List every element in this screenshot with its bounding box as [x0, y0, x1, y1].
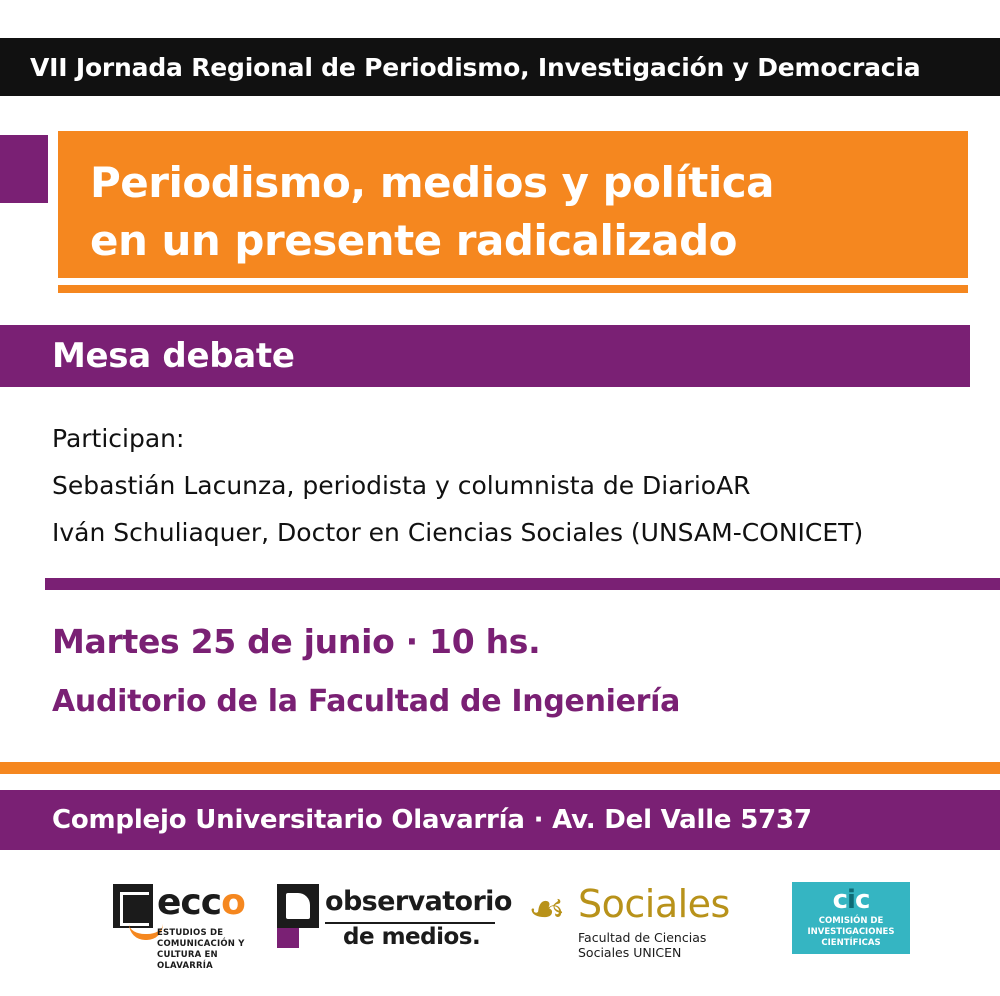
sociales-tagline: Facultad de Ciencias Sociales UNICEN [578, 930, 707, 960]
footer-orange-rule [0, 762, 1000, 774]
cic-wordmark-i: i [847, 885, 855, 915]
cic-tagline-line-3: CIENTÍFICAS [821, 938, 881, 948]
ecco-logo [113, 882, 273, 971]
main-title-block [58, 136, 968, 278]
title-bottom-rule [58, 285, 968, 293]
section-divider [45, 578, 1000, 590]
observatorio-wordmark: observatorio [325, 886, 512, 917]
address-text: Complejo Universitario Olavarría · Av. Del Valle 5737 [52, 805, 812, 835]
event-series-banner [0, 38, 1000, 96]
participants-label: Participan: [52, 424, 185, 453]
ecco-tagline-line-2: CULTURA EN OLAVARRÍA [157, 950, 218, 971]
cic-tagline [808, 916, 895, 949]
ecco-tagline [157, 928, 273, 972]
observatorio-subword: de medios. [343, 924, 481, 950]
event-series-title: VII Jornada Regional de Periodismo, Investigación y Democracia [30, 52, 921, 82]
cic-tagline-line-1: COMISIÓN DE [818, 916, 884, 926]
participant-item: Iván Schuliaquer, Doctor en Ciencias Sociales (UNSAM-CONICET) [52, 518, 864, 547]
cic-wordmark [833, 887, 870, 913]
observatorio-mark-icon [277, 884, 319, 928]
cic-wordmark-c1: c [832, 885, 848, 915]
address-bar [0, 790, 1000, 850]
main-title-line-2: en un presente radicalizado [90, 216, 738, 265]
cic-tagline-line-2: INVESTIGACIONES [807, 927, 895, 937]
sociales-ornament-icon: ☙ [528, 884, 566, 933]
section-heading-bar [0, 325, 970, 387]
main-title-line-1: Periodismo, medios y política [90, 158, 774, 207]
cic-logo [792, 882, 910, 954]
sponsor-logos-row [0, 878, 1000, 971]
observatorio-square-icon [277, 928, 299, 948]
title-purple-tab [0, 135, 48, 203]
cic-wordmark-c2: c [854, 885, 870, 915]
sociales-wordmark: Sociales [578, 882, 730, 926]
ecco-tagline-line-1: ESTUDIOS DE COMUNICACIÓN Y [157, 928, 245, 949]
event-date: Martes 25 de junio · 10 hs. [52, 622, 541, 661]
ecco-wordmark-part2: o [221, 882, 245, 923]
sociales-logo [528, 882, 748, 960]
ecco-wordmark [157, 882, 245, 923]
participants-block [52, 415, 982, 556]
ecco-mark-icon [113, 884, 153, 928]
observatorio-logo [277, 884, 512, 956]
participant-item: Sebastián Lacunza, periodista y columnista de DiarioAR [52, 471, 751, 500]
section-heading-label: Mesa debate [52, 336, 295, 376]
ecco-wordmark-part1: ecc [157, 882, 222, 923]
event-venue: Auditorio de la Facultad de Ingeniería [52, 684, 681, 719]
